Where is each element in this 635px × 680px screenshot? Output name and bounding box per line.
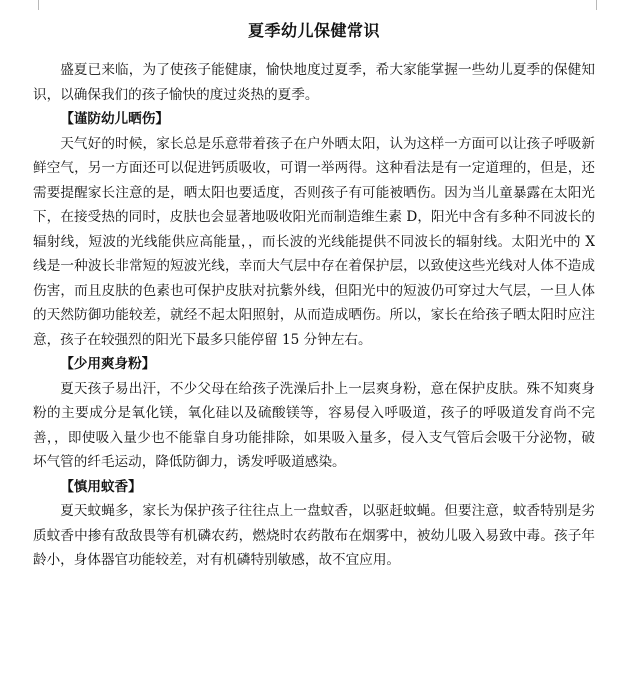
section-sunburn <box>33 107 595 352</box>
document-title: 夏季幼儿保健常识 <box>247 21 380 40</box>
section-heading-baby-powder: 【少用爽身粉】 <box>60 356 156 372</box>
section-baby-powder <box>33 352 595 475</box>
document-body <box>33 14 595 573</box>
section-heading-sunburn: 【谨防幼儿晒伤】 <box>60 111 169 127</box>
intro-paragraph: 盛夏已来临，为了使孩子能健康，愉快地度过夏季，希大家能掌握一些幼儿夏季的保健知识，以确保我们的孩子愉快的度过炎热的夏季。 <box>33 62 595 103</box>
margin-crop-mark-left <box>26 0 39 10</box>
margin-crop-mark-right <box>596 0 609 10</box>
section-heading-mosquito-coil: 【慎用蚊香】 <box>60 478 142 495</box>
section-body-mosquito-coil: 夏天蚊蝇多，家长为保护孩子往往点上一盘蚊香，以驱赶蚊蝇。但要注意，蚊香特别是劣质蚊香中掺有敌敌畏等有机磷农药，燃烧时农药散布在烟雾中，被幼儿吸入易致中毒。孩子年龄小，身体器官功能较差，对有机磷特别敏感，故不宜应用。 <box>33 503 595 568</box>
section-body-baby-powder: 夏天孩子易出汗，不少父母在给孩子洗澡后扑上一层爽身粉，意在保护皮肤。殊不知爽身粉的主要成分是氧化镁，氧化硅以及硫酸镁等，容易侵入呼吸道，孩子的呼吸道发育尚不完善，，即使吸入量少也不能靠自身功能排除，如果吸入量多，侵入支气管后会吸干分泌物，破坏气管的纤毛运动，降低防御力，诱发呼吸道感染。 <box>33 380 595 470</box>
section-body-sunburn: 天气好的时候，家长总是乐意带着孩子在户外晒太阳，认为这样一方面可以让孩子呼吸新鲜空气，另一方面还可以促进钙质吸收，可谓一举两得。这种看法是有一定道理的，但是，还需要提醒家长注意的是，晒太阳也要适度，否则孩子有可能被晒伤。因为当儿童暴露在太阳光下，在接受热的同时，皮肤也会显著地吸收阳光而制造维生素 D，阳光中含有多种不同波长的辐射线，短波的光线能供应高能量，，而长波的光线能提供不同波长的辐射线。太阳光中的 X 线是一种波长非常短的短波光线，幸而大气层中存在着保护层，以致使这些光线对人体不造成伤害，而且皮肤的色素也可保护皮肤对抗紫外线，但阳光中的短波仍可穿过大气层，一旦人体的天然防御功能较差，就经不起太阳照射，从而造成晒伤。所以，家长在给孩子晒太阳时应注意，孩子在较强烈的阳光下最多只能停留 15 分钟左右。 <box>33 135 595 348</box>
section-mosquito-coil <box>33 475 595 573</box>
